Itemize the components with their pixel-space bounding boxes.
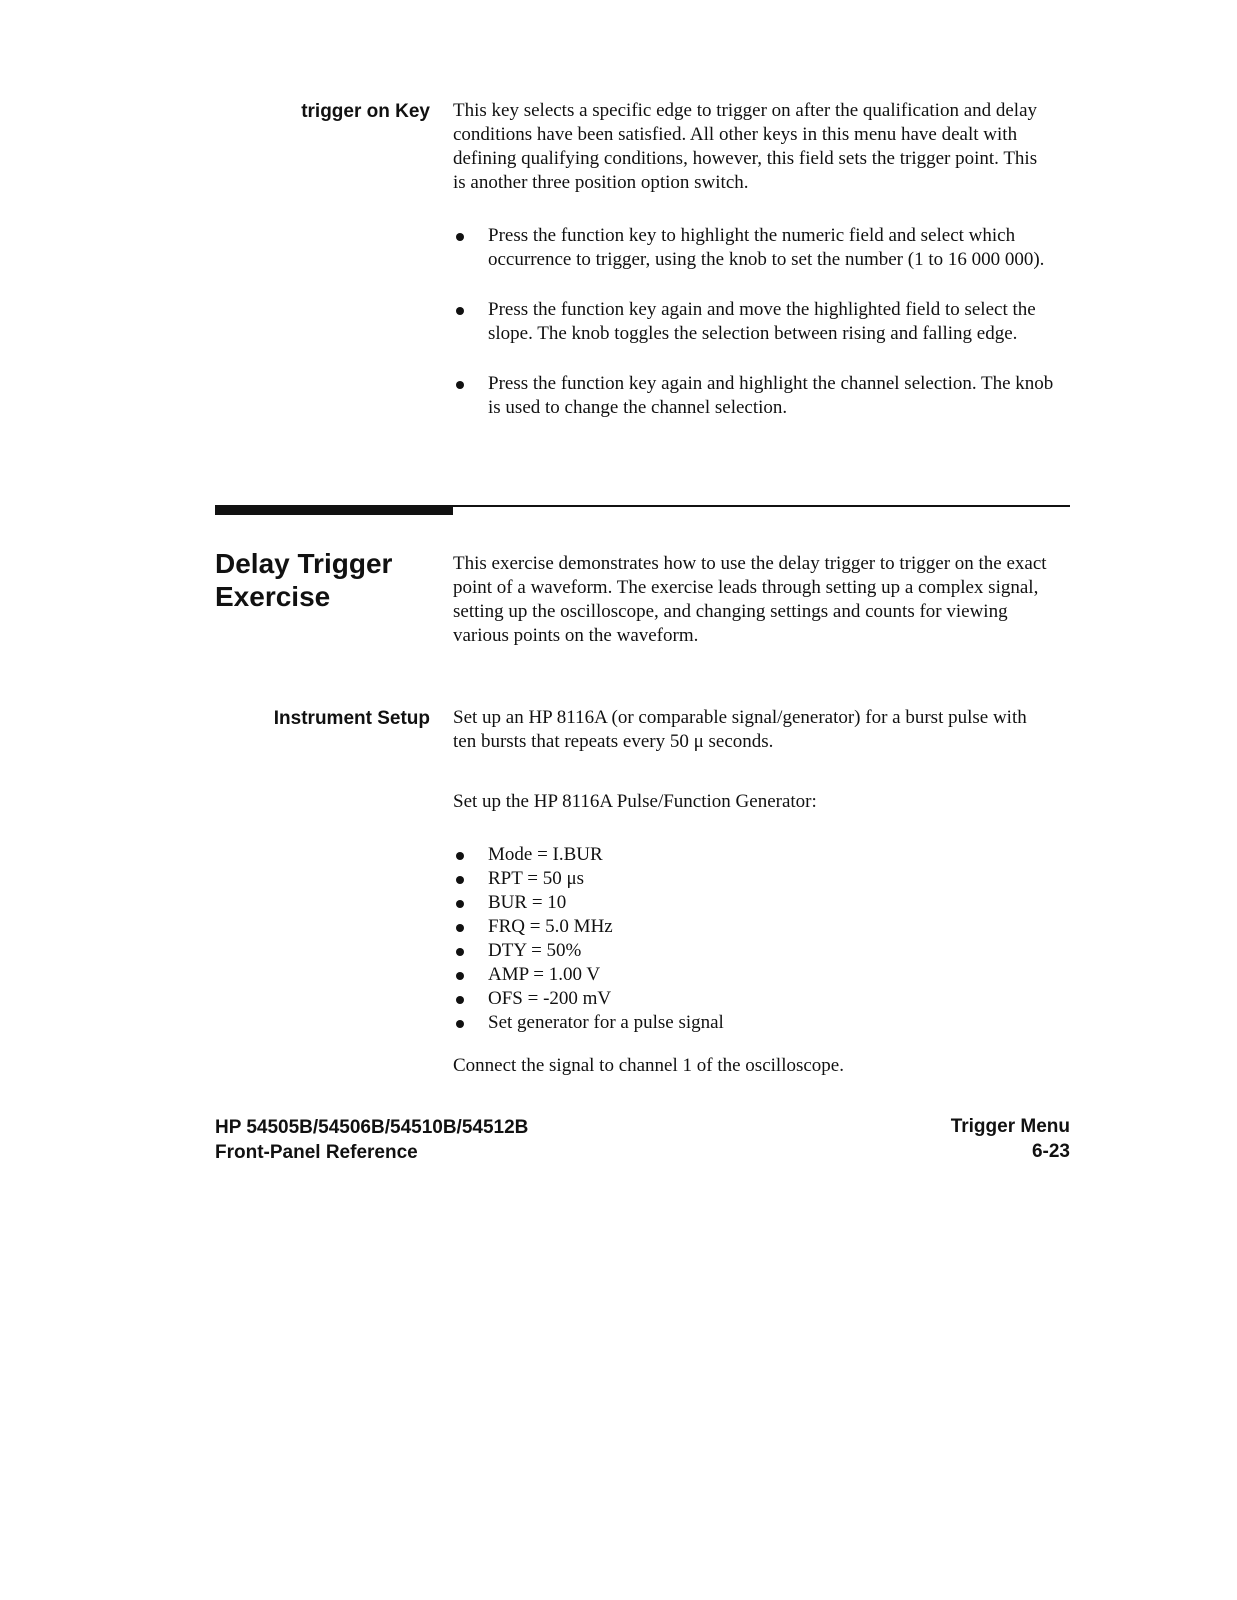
footer-left bbox=[215, 1115, 635, 1165]
footer-page-number: 6-23 bbox=[1031, 1141, 1070, 1162]
bullet-item: Press the function key again and highlight the channel selection. The knob is used to change the channel selection. bbox=[453, 372, 1060, 420]
footer-document-title: Front-Panel Reference bbox=[215, 1142, 418, 1163]
setting-item: DTY = 50% bbox=[453, 939, 1053, 963]
setting-item: RPT = 50 μs bbox=[453, 867, 1053, 891]
heading-line: Delay Trigger bbox=[215, 548, 393, 579]
footer-chapter-title: Trigger Menu bbox=[950, 1116, 1070, 1137]
setting-item: AMP = 1.00 V bbox=[453, 963, 1053, 987]
heading-line: Exercise bbox=[215, 581, 331, 612]
trigger-on-key-heading: trigger on Key bbox=[301, 101, 430, 122]
generator-settings-list bbox=[453, 843, 1053, 1035]
setting-item: Set generator for a pulse signal bbox=[453, 1011, 1053, 1035]
trigger-on-key-paragraph: This key selects a specific edge to trigger on after the qualification and delay conditions have been satisfied. All other keys in this menu have dealt with defining qualifying conditions, however, this field sets the trigger point. This is another three position option switch. bbox=[453, 100, 1038, 193]
trigger-on-key-bullet-list bbox=[453, 224, 1060, 446]
setting-item: BUR = 10 bbox=[453, 891, 1053, 915]
section-divider-thick bbox=[215, 505, 453, 515]
footer-right bbox=[840, 1114, 1070, 1164]
footer-model-numbers: HP 54505B/54506B/54510B/54512B bbox=[215, 1117, 529, 1138]
bullet-item: Press the function key to highlight the numeric field and select which occurrence to trigger, using the knob to set the number (1 to 16 000 000). bbox=[453, 224, 1060, 272]
instrument-setup-heading: Instrument Setup bbox=[273, 708, 430, 729]
instrument-setup-paragraph: Set up an HP 8116A (or comparable signal/generator) for a burst pulse with ten bursts that repeats every 50 μ seconds. bbox=[453, 707, 1027, 752]
setting-item: FRQ = 5.0 MHz bbox=[453, 915, 1053, 939]
setting-item: OFS = -200 mV bbox=[453, 987, 1053, 1011]
delay-trigger-exercise-heading bbox=[215, 547, 445, 613]
delay-trigger-exercise-paragraph: This exercise demonstrates how to use the delay trigger to trigger on the exact point of a waveform. The exercise leads through setting up a complex signal, setting up the oscilloscope, and changing settings and counts for viewing various points on the waveform. bbox=[453, 553, 1047, 646]
section-divider-thin bbox=[453, 505, 1070, 507]
generator-setup-intro: Set up the HP 8116A Pulse/Function Generator: bbox=[453, 791, 817, 812]
connect-signal-paragraph: Connect the signal to channel 1 of the oscilloscope. bbox=[453, 1055, 844, 1076]
setting-item: Mode = I.BUR bbox=[453, 843, 1053, 867]
bullet-item: Press the function key again and move the highlighted field to select the slope. The knob toggles the selection between rising and falling edge. bbox=[453, 298, 1060, 346]
